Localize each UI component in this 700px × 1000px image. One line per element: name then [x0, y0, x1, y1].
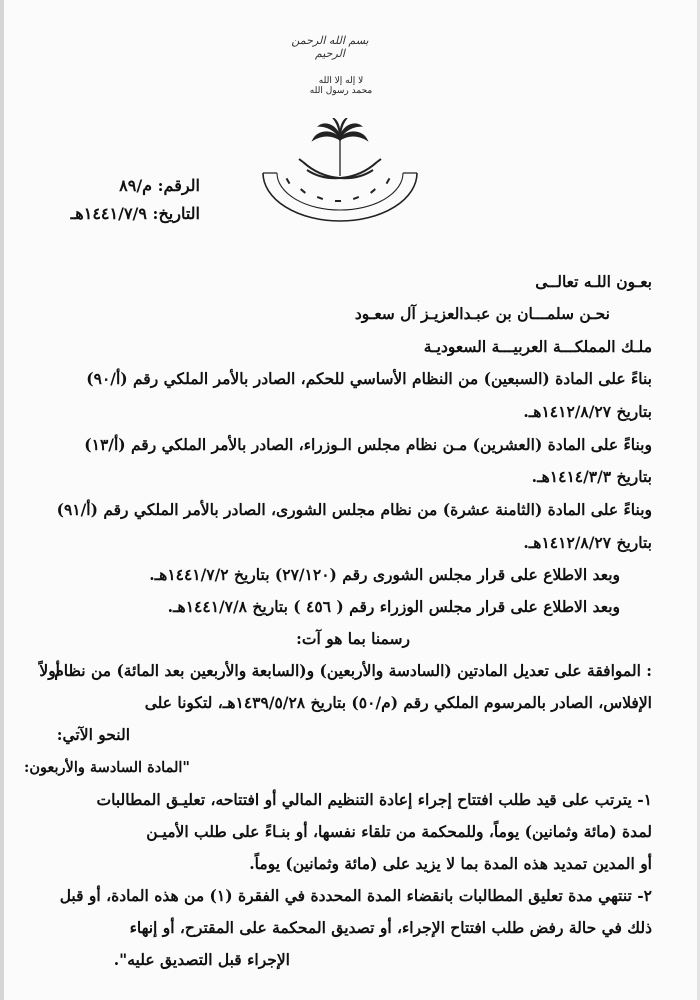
reference-date: التاريخ: ١٤٤١/٧/٩هـ	[70, 204, 200, 223]
preamble-line: بتاريخ ١٤١٤/٣/٣هـ.	[531, 467, 652, 486]
reference-block	[30, 172, 200, 228]
article-one-line: : الموافقة على تعديل المادتين (السادسة والأربعين) و(السابعة والأربعين بعد المائة) من نظام	[54, 661, 652, 680]
clause-line: ٢- تنتهي مدة تعليق المطالبات بانقضاء المدة المحددة في الفقرة (١) من هذه المادة، أو قبل	[59, 886, 652, 905]
reference-number: الرقم: م/٨٩	[119, 176, 200, 195]
preamble-closing: رسمنا بما هو آت:	[296, 629, 410, 648]
intro-line-2: نحـن سلمـــان بن عبـدالعزيـز آل سعـود	[354, 304, 610, 323]
article-one-marker: أولاً	[39, 661, 60, 680]
preamble-line: بناءً على المادة (السبعين) من النظام الأساسي للحكم، الصادر بالأمر الملكي رقم (أ/٩٠)	[86, 369, 652, 388]
saudi-emblem-icon	[255, 118, 425, 223]
preamble-line: بتاريخ ١٤١٢/٨/٢٧هـ.	[523, 402, 652, 421]
clause-line: الإجراء قبل التصديق عليه".	[113, 950, 290, 969]
preamble-line: وبناءً على المادة (الثامنة عشرة) من نظام مجلس الشورى، الصادر بالأمر الملكي رقم (أ/٩١)	[56, 500, 652, 519]
clause-line: ١- يترتب على قيد طلب افتتاح إجراء إعادة التنظيم المالي أو افتتاحه، تعليـق المطالبات	[96, 790, 652, 809]
preamble-line: وبعد الاطلاع على قرار مجلس الوزراء رقم ( ٤٥٦ ) بتاريخ ١٤٤١/٧/٨هـ.	[167, 597, 620, 616]
clause-line: أو المدين تمديد هذه المدة بما لا يزيد على (مائة وثمانين) يوماً.	[249, 854, 652, 873]
clause-line: لمدة (مائة وثمانين) يوماً، وللمحكمة من تلقاء نفسها، أو بنـاءً على طلب الأميـن	[146, 822, 652, 841]
intro-line-3: ملـك المملكـــة العربيـــة السعوديـة	[423, 337, 652, 356]
preamble-line: وبناءً على المادة (العشرين) مـن نظام مجلس الـوزراء، الصادر بالأمر الملكي رقم (أ/١٣)	[84, 435, 652, 454]
clause-line: ذلك في حالة رفض طلب افتتاح الإجراء، أو تصديق المحكمة على المقترح، أو إنهاء	[129, 918, 652, 937]
preamble-line: وبعد الاطلاع على قرار مجلس الشورى رقم (٢٧/١٢٠) بتاريخ ١٤٤١/٧/٢هـ.	[149, 565, 620, 584]
intro-line-1: بعـون اللـه تعالــى	[535, 272, 652, 291]
article-one-line: النحو الآتي:	[56, 725, 130, 744]
scan-edge-left	[0, 0, 4, 1000]
article-heading: "المادة السادسة والأربعون:	[24, 759, 190, 776]
shahada-calligraphy: لا إله إلا الله محمد رسول الله	[309, 76, 373, 96]
basmala-calligraphy: بسم الله الرحمن الرحيم	[291, 34, 369, 60]
preamble-line: بتاريخ ١٤١٢/٨/٢٧هـ.	[523, 533, 652, 552]
article-one-line: الإفلاس، الصادر بالمرسوم الملكي رقم (م/٥٠) بتاريخ ١٤٣٩/٥/٢٨هـ، لتكونا على	[144, 693, 652, 712]
